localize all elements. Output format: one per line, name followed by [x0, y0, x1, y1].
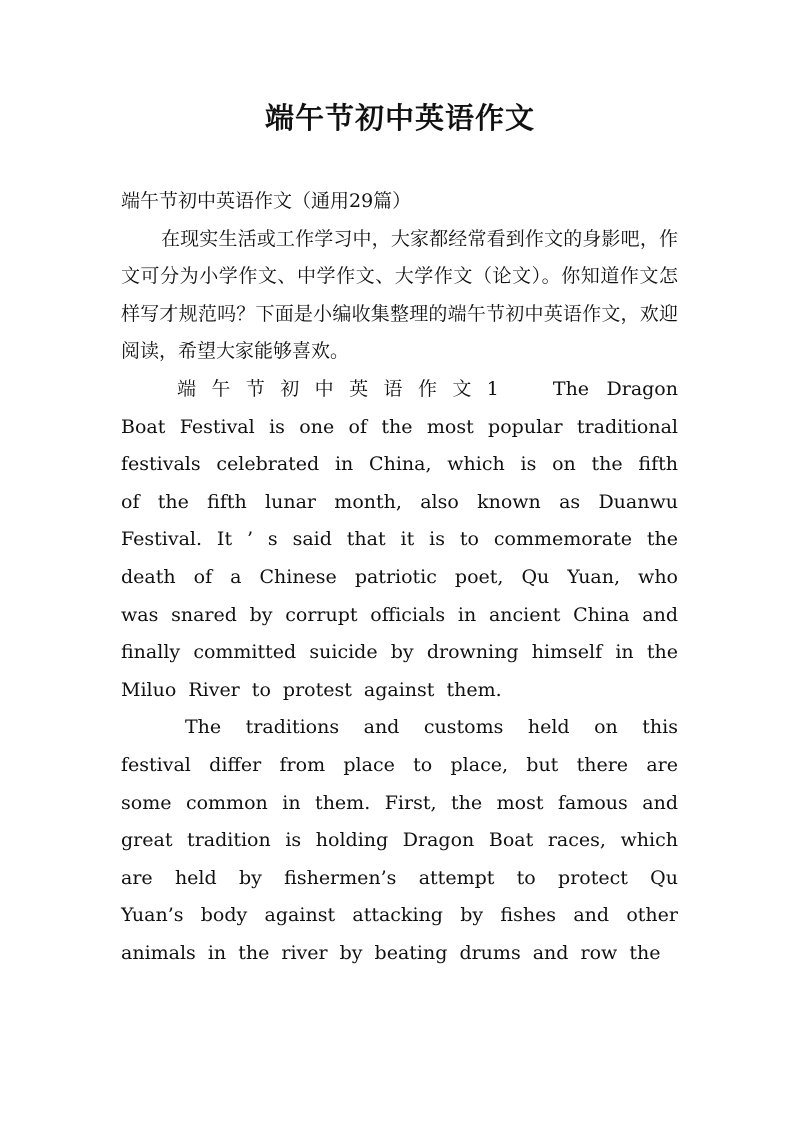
essay-1-label: 端午节初中英语作文 [177, 377, 487, 400]
document-body [121, 183, 678, 972]
essay-1-paragraph [121, 371, 678, 709]
document-title: 端午节初中英语作文 [264, 101, 535, 135]
document-subtitle: 端午节初中英语作文（通用29篇） [121, 190, 412, 212]
essay-1-paragraph-2: The traditions and customs held on this festival differ from place to place, but there are some common in them. First, the most famous and great tradition is holding Dragon Boat races, which are held by fishermen’s attempt to protect Qu Yuan’s body against attacking by fishes and other animals in the river by beating drums and row the [121, 716, 678, 964]
essay-1-number: 1 [486, 377, 499, 400]
intro-paragraph: 在现实生活或工作学习中，大家都经常看到作文的身影吧，作文可分为小学作文、中学作文、大学作文（论文）。你知道作文怎样写才规范吗？下面是小编收集整理的端午节初中英语作文，欢迎阅读，希望大家能够喜欢。 [121, 227, 678, 363]
essay-1-body: The Dragon Boat Festival is one of the most popular traditional festivals celebrated in China, which is on the fifth of the fifth lunar month, also known as Duanwu Festival. It ’ s said that it is to commemorate the death of a Chinese patriotic poet, Qu Yuan, who was snared by corrupt officials in ancient China and finally committed suicide by drowning himself in the Miluo River to protest against them. [121, 377, 678, 701]
